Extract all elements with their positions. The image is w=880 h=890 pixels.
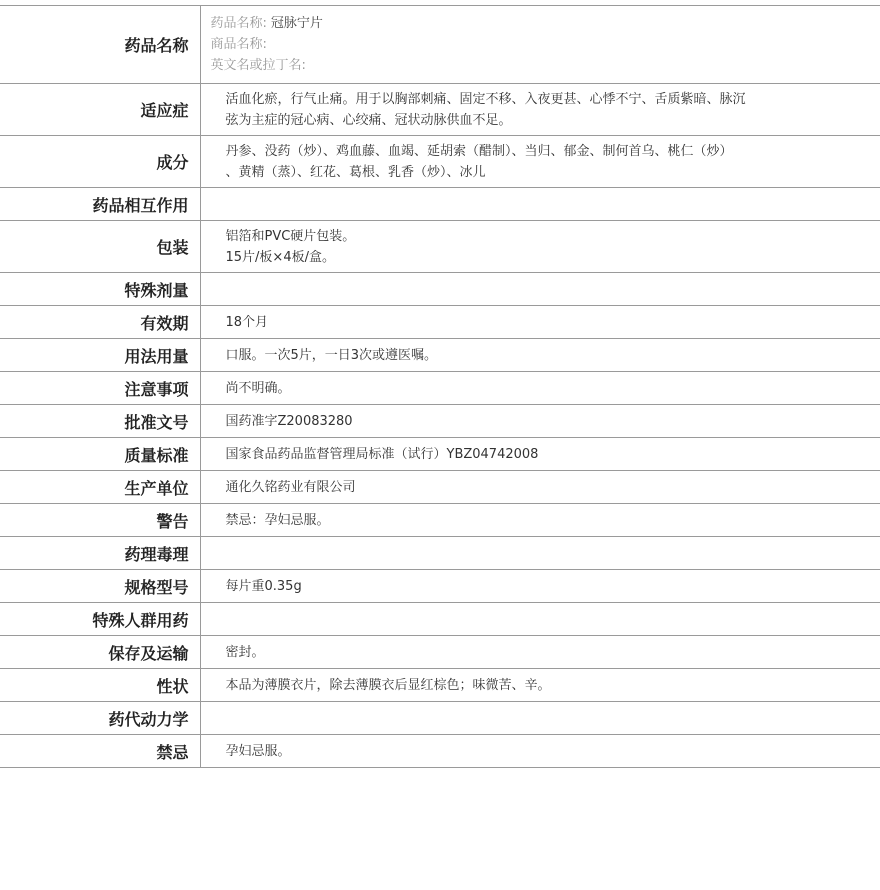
table-row	[0, 735, 880, 768]
row-value-line: 国药准字Z20083280	[225, 413, 353, 429]
row-value-line: 国家食品药品监督管理局标准（试行）YBZ04742008	[225, 446, 539, 462]
row-value	[200, 306, 880, 339]
row-value	[200, 636, 880, 669]
row-label: 适应症	[0, 84, 200, 136]
row-label: 禁忌	[0, 735, 200, 768]
row-value	[200, 702, 880, 735]
table-row	[0, 603, 880, 636]
row-label: 批准文号	[0, 405, 200, 438]
row-value-line: 丹参、没药（炒）、鸡血藤、血竭、延胡索（醋制）、当归、郁金、制何首乌、桃仁（炒）	[225, 143, 733, 159]
table-row	[0, 136, 880, 188]
row-value-line: 通化久铭药业有限公司	[225, 479, 356, 495]
generic-name-line	[211, 13, 871, 34]
row-label: 有效期	[0, 306, 200, 339]
row-value-line: 活血化瘀，行气止痛。用于以胸部刺痛、固定不移、入夜更甚、心悸不宁、舌质紫暗、脉沉	[225, 91, 746, 107]
table-row	[0, 221, 880, 273]
row-label: 警告	[0, 504, 200, 537]
row-value	[200, 405, 880, 438]
row-value	[200, 570, 880, 603]
row-value	[200, 504, 880, 537]
table-row	[0, 306, 880, 339]
row-value-line: 孕妇忌服。	[225, 743, 291, 759]
row-value-line: 每片重0.35g	[225, 578, 302, 594]
row-value-line: 18个月	[225, 314, 269, 330]
generic-name-label: 药品名称:	[210, 16, 267, 31]
english-name-line	[211, 55, 871, 76]
table-row	[0, 504, 880, 537]
row-value	[200, 537, 880, 570]
table-row	[0, 372, 880, 405]
row-label: 成分	[0, 136, 200, 188]
trade-name-line	[211, 34, 871, 55]
row-value-line: 口服。一次5片，一日3次或遵医嘱。	[225, 347, 438, 363]
row-value-line: 、黄精（蒸）、红花、葛根、乳香（炒）、冰儿	[225, 164, 486, 180]
row-value	[200, 273, 880, 306]
row-label: 特殊剂量	[0, 273, 200, 306]
row-value	[200, 669, 880, 702]
row-label: 性状	[0, 669, 200, 702]
table-row	[0, 273, 880, 306]
row-label: 质量标准	[0, 438, 200, 471]
row-label: 药理毒理	[0, 537, 200, 570]
row-value-line: 本品为薄膜衣片，除去薄膜衣后显红棕色；味微苦、辛。	[225, 677, 551, 693]
table-row-drug-name	[0, 6, 880, 84]
table-row	[0, 471, 880, 504]
row-label: 生产单位	[0, 471, 200, 504]
row-label: 用法用量	[0, 339, 200, 372]
generic-name-value: 冠脉宁片	[270, 16, 323, 31]
row-value	[200, 438, 880, 471]
row-label: 注意事项	[0, 372, 200, 405]
row-value-line: 尚不明确。	[225, 380, 291, 396]
table-row	[0, 537, 880, 570]
table-row	[0, 188, 880, 221]
english-name-label: 英文名或拉丁名:	[210, 58, 306, 73]
row-label: 药代动力学	[0, 702, 200, 735]
row-value	[200, 136, 880, 188]
table-row	[0, 570, 880, 603]
table-row	[0, 702, 880, 735]
row-value	[200, 471, 880, 504]
row-value	[200, 84, 880, 136]
row-value	[200, 221, 880, 273]
table-row	[0, 636, 880, 669]
row-value-line: 15片/板×4板/盒。	[225, 249, 335, 265]
row-value	[200, 372, 880, 405]
row-value-line: 弦为主症的冠心病、心绞痛、冠状动脉供血不足。	[225, 112, 512, 128]
row-value-line: 密封。	[225, 644, 265, 660]
table-row	[0, 405, 880, 438]
drug-name-values	[200, 6, 880, 84]
table-row	[0, 339, 880, 372]
table-row	[0, 669, 880, 702]
row-label: 药品相互作用	[0, 188, 200, 221]
row-value-line: 铝箔和PVC硬片包装。	[225, 228, 356, 244]
row-value	[200, 188, 880, 221]
table-row	[0, 84, 880, 136]
row-value-line: 禁忌：孕妇忌服。	[225, 512, 330, 528]
row-label: 规格型号	[0, 570, 200, 603]
row-label: 特殊人群用药	[0, 603, 200, 636]
row-value	[200, 735, 880, 768]
row-label: 保存及运输	[0, 636, 200, 669]
row-label-drug-name: 药品名称	[0, 6, 200, 84]
row-label: 包装	[0, 221, 200, 273]
row-value	[200, 339, 880, 372]
table-row	[0, 438, 880, 471]
row-value	[200, 603, 880, 636]
drug-spec-table	[0, 5, 880, 768]
trade-name-label: 商品名称:	[210, 37, 267, 52]
